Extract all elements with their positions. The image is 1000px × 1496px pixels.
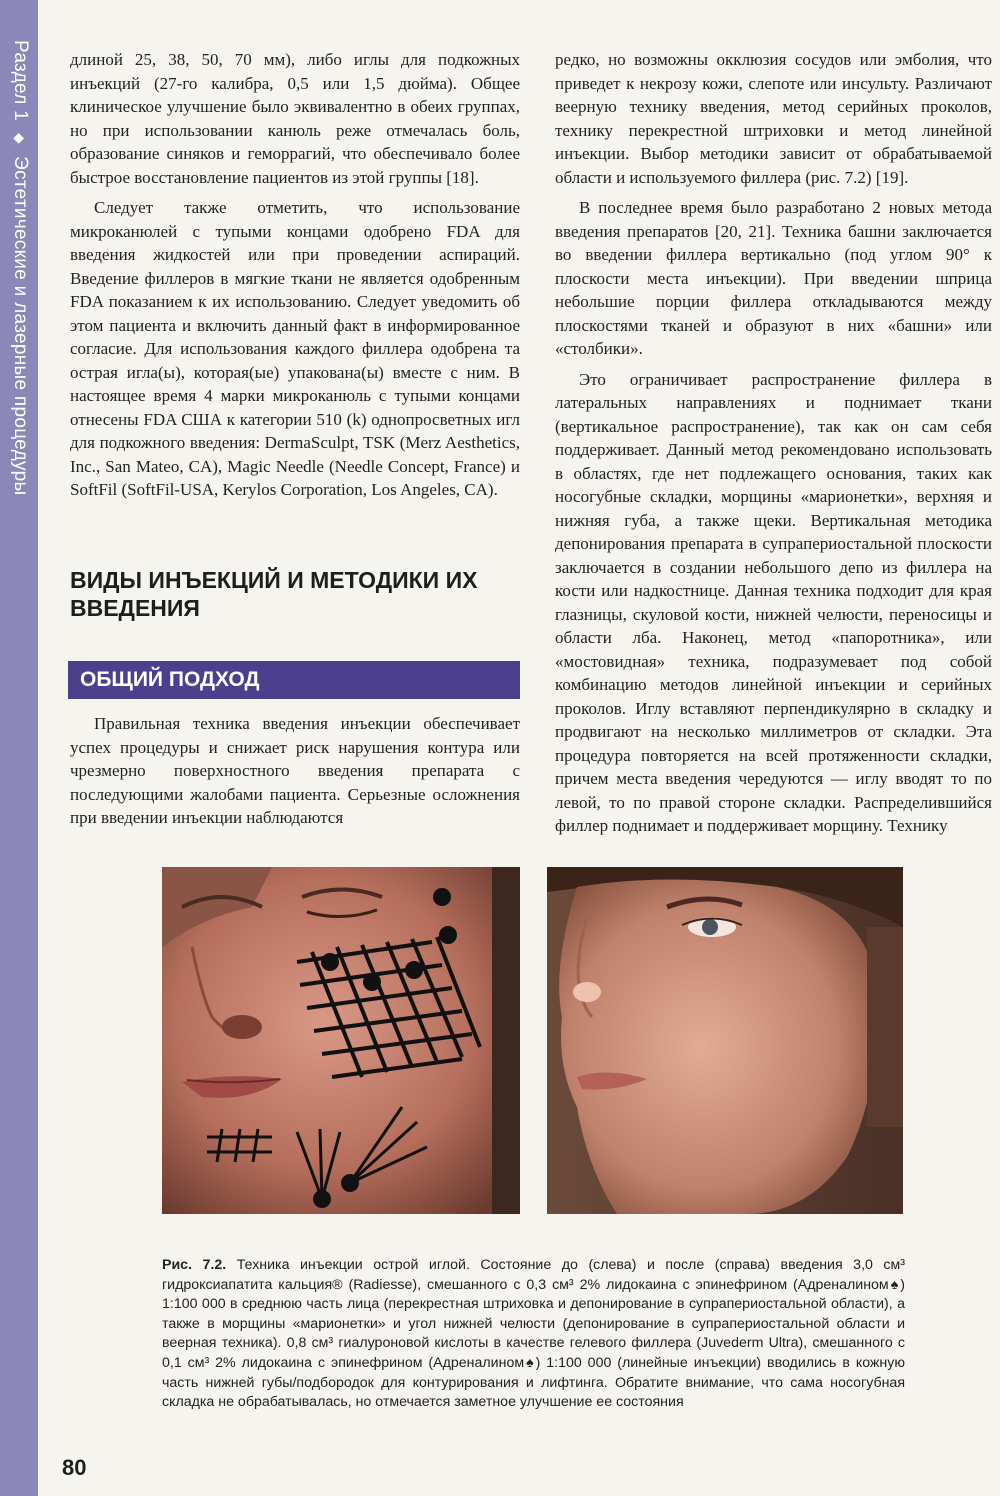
face-after-illustration xyxy=(547,867,903,1214)
figure-caption-text: Техника инъекции острой иглой. Состояние до (слева) и после (справа) введения 3,0 см³ гидроксиапатита кальция® (Radiesse), смешанного с 0,3 см³ 2% лидокаина с эпинефрином (Адреналином♠) 1:100 000 в среднюю часть лица (перекрестная штриховка и депонирование в супрапериостальной области), а также в морщины «марионетки» и угол нижней челюсти (депонирование в супрапериостальной области и веерная техника). 0,8 см³ гиалуроновой кислоты в качестве гелевого филлера (Juvederm Ultra), смешанного с 0,1 см³ 2% лидокаина с эпинефрином (Адреналином♠) 1:100 000 (линейные инъекции) вводились в кожную часть нижней губы/подбородок для контурирования и лифтинга. Обратите внимание, что сама носогубная складка не обрабатывалась, но отмечается заметное улучшение ее состояния xyxy=(162,1257,905,1411)
section-heading: ВИДЫ ИНЪЕКЦИЙ И МЕТОДИКИ ИХ ВВЕДЕНИЯ xyxy=(70,567,478,621)
paragraph: Это ограничивает распространение филлера в латеральных направлениях и поднимает ткани (вертикальное распространение), так как он сам себя поддерживает. Данный метод рекомендовано использовать в областях, где нет подлежащего основания, таких как носогубные складки, морщины «марионетки», верхняя и нижняя губа, а также щеки. Вертикальная методика депонирования препарата в супрапериостальной плоскости заключается в создании небольшого депо из филлера на кости или надкостнице. Данная техника подходит для края глазницы, скуловой кости, нижней челюсти, переносицы и области лба. Наконец, метод «папоротника», или «мостовидная» техника, подразумевает под собой комбинацию методов линейной инъекции и серийных проколов. Иглу вставляют перпендикулярно в складку и продвигают на несколько миллиметров от складки. Эта процедура повторяется на всей протяженности складки, причем места введения чередуются — иглу вводят то по левой, то по правой стороне складки. Распределившийся филлер поднимает и поддерживает морщину. Технику xyxy=(555,369,992,835)
photo-after xyxy=(547,867,903,1214)
side-tab xyxy=(0,0,38,1496)
face-before-illustration xyxy=(162,867,520,1214)
paragraph: В последнее время было разработано 2 новых метода введения препаратов [20, 21]. Техника башни заключается во введении филлера вертикально (под углом 90° к плоскости места инъекции). При введении шприца небольшие порции филлера откладываются между плоскостями тканей и образуют в них «башни» или «столбики». xyxy=(555,198,992,358)
paragraph: Правильная техника введения инъекции обеспечивает успех процедуры и снижает риск нарушения контура или чрезмерно поверхностного введения препарата с последующими жалобами пациента. Серьезные осложнения при введении инъекции наблюдаются xyxy=(70,714,520,827)
diamond-icon: ◆ xyxy=(12,133,28,145)
left-column xyxy=(70,48,520,502)
photo-before xyxy=(162,867,520,1214)
left-column-continued xyxy=(70,712,520,830)
figure-label: Рис. 7.2. xyxy=(162,1257,227,1273)
paragraph: Следует также отметить, что использование микроканюлей с тупыми концами одобрено FDA для введения жидкостей или при проведении аспираций. Введение филлеров в мягкие ткани не является одобренным FDA показанием к их использованию. Следует уведомить об этом пациента и включить данный факт в информированное согласие. Для использования каждого филлера одобрена та острая игла(ы), которая(ые) упакована(ы) вместе с ним. В настоящее время 4 марки микроканюль с тупыми концами отнесены FDA США к категории 510 (k) однопросветных игл для подкожного введения: DermaSculpt, TSK (Merz Aesthetics, Inc., San Mateo, CA), Magic Needle (Needle Concept, France) и SoftFil (SoftFil-USA, Kerylos Corporation, Los Angeles, CA). xyxy=(70,198,520,499)
section-label: Раздел 1 xyxy=(10,40,31,122)
figure-caption xyxy=(162,1256,905,1413)
page-number: 80 xyxy=(62,1455,87,1480)
right-column xyxy=(555,48,992,838)
subheading: ОБЩИЙ ПОДХОД xyxy=(80,668,260,691)
side-tab-text xyxy=(9,40,31,495)
chapter-label: Эстетические и лазерные процедуры xyxy=(10,156,31,496)
paragraph: длиной 25, 38, 50, 70 мм), либо иглы для подкожных инъекций (27-го калибра, 0,5 или 1,5 дюйма). Общее клиническое улучшение было эквивалентно в обеих группах, но при использовании канюль реже отмечалась боль, образование синяков и геморрагий, что обеспечивало более быстрое восстановление пациентов из этой группы [18]. xyxy=(70,50,520,187)
paragraph: редко, но возможны окклюзия сосудов или эмболия, что приведет к некрозу кожи, слепоте или инсульту. Различают веерную технику введения, метод серийных проколов, технику перекрестной штриховки и метод линейной инъекции. Выбор методики зависит от обрабатываемой области и используемого филлера (рис. 7.2) [19]. xyxy=(555,50,992,187)
subheading-bar xyxy=(68,661,520,699)
